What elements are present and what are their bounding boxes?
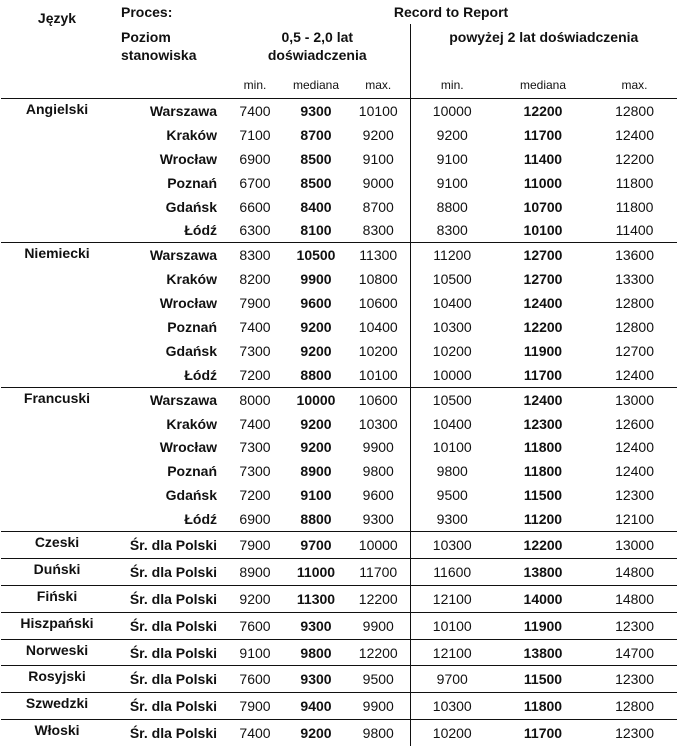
median-cell: 11400 (494, 147, 592, 171)
experience-group-junior (225, 24, 410, 72)
language-cell: Czeski (1, 532, 113, 559)
location-cell: Warszawa (113, 387, 225, 411)
location-cell: Poznań (113, 315, 225, 339)
max-cell: 9800 (347, 459, 410, 483)
table-row (1, 532, 677, 559)
location-cell: Łódź (113, 363, 225, 387)
min-cell: 7600 (225, 666, 285, 693)
median-cell: 10100 (494, 218, 592, 242)
min-cell: 7200 (225, 483, 285, 507)
max-cell: 10100 (347, 363, 410, 387)
max-cell: 12200 (347, 639, 410, 666)
median-cell: 11200 (494, 507, 592, 531)
max-cell: 9100 (347, 147, 410, 171)
location-cell: Śr. dla Polski (113, 558, 225, 585)
min-cell: 11200 (410, 243, 494, 267)
location-cell: Łódź (113, 507, 225, 531)
max-cell: 8700 (347, 195, 410, 219)
location-cell: Kraków (113, 123, 225, 147)
median-cell: 9300 (285, 99, 347, 123)
min-cell: 6900 (225, 507, 285, 531)
median-cell: 8900 (285, 459, 347, 483)
min-cell: 11600 (410, 558, 494, 585)
median-cell: 12200 (494, 532, 592, 559)
location-cell: Poznań (113, 459, 225, 483)
table-row (1, 243, 677, 267)
median-cell: 13800 (494, 558, 592, 585)
max-cell: 10400 (347, 315, 410, 339)
location-cell: Śr. dla Polski (113, 693, 225, 720)
median-cell: 8700 (285, 123, 347, 147)
language-cell: Angielski (1, 99, 113, 243)
location-cell: Warszawa (113, 243, 225, 267)
min-cell: 7400 (225, 412, 285, 436)
max-cell: 11700 (347, 558, 410, 585)
location-cell: Gdańsk (113, 195, 225, 219)
max-cell: 10300 (347, 412, 410, 436)
max-cell: 12800 (592, 315, 677, 339)
median-cell: 12700 (494, 267, 592, 291)
min-cell: 7400 (225, 99, 285, 123)
min-cell: 12100 (410, 585, 494, 612)
max-cell: 14800 (592, 585, 677, 612)
median-cell: 14000 (494, 585, 592, 612)
median-cell: 9200 (285, 412, 347, 436)
location-cell: Śr. dla Polski (113, 720, 225, 746)
experience-group-senior: powyżej 2 lat doświadczenia (410, 24, 677, 72)
table-row (1, 99, 677, 123)
col-header-median: mediana (494, 72, 592, 99)
max-cell: 12200 (592, 147, 677, 171)
max-cell: 9900 (347, 435, 410, 459)
location-cell: Wrocław (113, 147, 225, 171)
max-cell: 12300 (592, 720, 677, 746)
min-cell: 7100 (225, 123, 285, 147)
max-cell: 14800 (592, 558, 677, 585)
min-cell: 8800 (410, 195, 494, 219)
experience-group-junior-line2: doświadczenia (268, 47, 367, 63)
min-cell: 8300 (410, 218, 494, 242)
median-cell: 9200 (285, 339, 347, 363)
max-cell: 9600 (347, 483, 410, 507)
min-cell: 9700 (410, 666, 494, 693)
max-cell: 11400 (592, 218, 677, 242)
process-label: Proces: (113, 0, 225, 24)
max-cell: 9300 (347, 507, 410, 531)
salary-table (1, 0, 677, 746)
table-row (1, 558, 677, 585)
median-cell: 11500 (494, 483, 592, 507)
median-cell: 11700 (494, 123, 592, 147)
median-cell: 8500 (285, 171, 347, 195)
min-cell: 10300 (410, 532, 494, 559)
min-cell: 10500 (410, 267, 494, 291)
table-row (1, 720, 677, 746)
min-cell: 7900 (225, 291, 285, 315)
median-cell: 11700 (494, 363, 592, 387)
max-cell: 8300 (347, 218, 410, 242)
median-cell: 9800 (285, 639, 347, 666)
level-header (113, 24, 225, 99)
max-cell: 12200 (347, 585, 410, 612)
max-cell: 9800 (347, 720, 410, 746)
median-cell: 13800 (494, 639, 592, 666)
table-row (1, 612, 677, 639)
max-cell: 12300 (592, 612, 677, 639)
language-cell: Niemiecki (1, 243, 113, 387)
location-cell: Kraków (113, 412, 225, 436)
median-cell: 11000 (494, 171, 592, 195)
max-cell: 11800 (592, 195, 677, 219)
max-cell: 11800 (592, 171, 677, 195)
max-cell: 12800 (592, 693, 677, 720)
median-cell: 12700 (494, 243, 592, 267)
min-cell: 8300 (225, 243, 285, 267)
median-cell: 9100 (285, 483, 347, 507)
max-cell: 13300 (592, 267, 677, 291)
min-cell: 9100 (410, 171, 494, 195)
median-cell: 8500 (285, 147, 347, 171)
median-cell: 11300 (285, 585, 347, 612)
max-cell: 12400 (592, 435, 677, 459)
min-cell: 10200 (410, 339, 494, 363)
min-cell: 9800 (410, 459, 494, 483)
max-cell: 9200 (347, 123, 410, 147)
min-cell: 6900 (225, 147, 285, 171)
col-header-min: min. (410, 72, 494, 99)
min-cell: 12100 (410, 639, 494, 666)
max-cell: 13600 (592, 243, 677, 267)
min-cell: 6600 (225, 195, 285, 219)
min-cell: 10100 (410, 612, 494, 639)
language-header: Język (1, 0, 113, 99)
col-header-median: mediana (285, 72, 347, 99)
median-cell: 11000 (285, 558, 347, 585)
median-cell: 9200 (285, 435, 347, 459)
max-cell: 12300 (592, 483, 677, 507)
min-cell: 10400 (410, 412, 494, 436)
language-cell: Hiszpański (1, 612, 113, 639)
language-cell: Fiński (1, 585, 113, 612)
location-cell: Kraków (113, 267, 225, 291)
max-cell: 12400 (592, 459, 677, 483)
max-cell: 14700 (592, 639, 677, 666)
min-cell: 6300 (225, 218, 285, 242)
min-cell: 7600 (225, 612, 285, 639)
language-cell: Szwedzki (1, 693, 113, 720)
median-cell: 11500 (494, 666, 592, 693)
min-cell: 7400 (225, 720, 285, 746)
min-cell: 9300 (410, 507, 494, 531)
max-cell: 9900 (347, 612, 410, 639)
min-cell: 7300 (225, 339, 285, 363)
min-cell: 7300 (225, 435, 285, 459)
median-cell: 9900 (285, 267, 347, 291)
location-cell: Łódź (113, 218, 225, 242)
median-cell: 10500 (285, 243, 347, 267)
max-cell: 10100 (347, 99, 410, 123)
median-cell: 12400 (494, 387, 592, 411)
min-cell: 6700 (225, 171, 285, 195)
min-cell: 8000 (225, 387, 285, 411)
min-cell: 10100 (410, 435, 494, 459)
max-cell: 13000 (592, 387, 677, 411)
min-cell: 8200 (225, 267, 285, 291)
language-cell: Francuski (1, 387, 113, 531)
max-cell: 12300 (592, 666, 677, 693)
max-cell: 10800 (347, 267, 410, 291)
process-title: Record to Report (225, 0, 677, 24)
median-cell: 11800 (494, 435, 592, 459)
table-row (1, 666, 677, 693)
language-cell: Rosyjski (1, 666, 113, 693)
min-cell: 10200 (410, 720, 494, 746)
location-cell: Warszawa (113, 99, 225, 123)
median-cell: 8800 (285, 507, 347, 531)
language-cell: Duński (1, 558, 113, 585)
level-header-line2: stanowiska (121, 47, 196, 63)
max-cell: 12700 (592, 339, 677, 363)
location-cell: Wrocław (113, 291, 225, 315)
table-row (1, 585, 677, 612)
median-cell: 11800 (494, 693, 592, 720)
location-cell: Gdańsk (113, 339, 225, 363)
min-cell: 7900 (225, 532, 285, 559)
median-cell: 11900 (494, 339, 592, 363)
median-cell: 12200 (494, 315, 592, 339)
min-cell: 7900 (225, 693, 285, 720)
median-cell: 8400 (285, 195, 347, 219)
median-cell: 9200 (285, 315, 347, 339)
median-cell: 9200 (285, 720, 347, 746)
table-row (1, 387, 677, 411)
median-cell: 9600 (285, 291, 347, 315)
table-row (1, 693, 677, 720)
median-cell: 12300 (494, 412, 592, 436)
location-cell: Śr. dla Polski (113, 666, 225, 693)
median-cell: 10700 (494, 195, 592, 219)
location-cell: Śr. dla Polski (113, 612, 225, 639)
min-cell: 9200 (410, 123, 494, 147)
location-cell: Poznań (113, 171, 225, 195)
median-cell: 12200 (494, 99, 592, 123)
median-cell: 8800 (285, 363, 347, 387)
table-row (1, 639, 677, 666)
location-cell: Śr. dla Polski (113, 585, 225, 612)
median-cell: 11700 (494, 720, 592, 746)
min-cell: 7400 (225, 315, 285, 339)
min-cell: 9200 (225, 585, 285, 612)
language-cell: Norweski (1, 639, 113, 666)
max-cell: 10600 (347, 387, 410, 411)
min-cell: 10400 (410, 291, 494, 315)
location-cell: Gdańsk (113, 483, 225, 507)
col-header-max: max. (592, 72, 677, 99)
median-cell: 9300 (285, 612, 347, 639)
table-body (1, 99, 677, 746)
median-cell: 11800 (494, 459, 592, 483)
min-cell: 10000 (410, 363, 494, 387)
max-cell: 12400 (592, 123, 677, 147)
min-cell: 7300 (225, 459, 285, 483)
max-cell: 12800 (592, 291, 677, 315)
min-cell: 9100 (225, 639, 285, 666)
max-cell: 12600 (592, 412, 677, 436)
col-header-max: max. (347, 72, 410, 99)
median-cell: 8100 (285, 218, 347, 242)
min-cell: 10000 (410, 99, 494, 123)
min-cell: 8900 (225, 558, 285, 585)
location-cell: Śr. dla Polski (113, 639, 225, 666)
median-cell: 9700 (285, 532, 347, 559)
level-header-line1: Poziom (121, 29, 171, 45)
max-cell: 9900 (347, 693, 410, 720)
min-cell: 10500 (410, 387, 494, 411)
median-cell: 9300 (285, 666, 347, 693)
min-cell: 10300 (410, 315, 494, 339)
max-cell: 9500 (347, 666, 410, 693)
min-cell: 10300 (410, 693, 494, 720)
min-cell: 9100 (410, 147, 494, 171)
median-cell: 10000 (285, 387, 347, 411)
location-cell: Wrocław (113, 435, 225, 459)
max-cell: 12100 (592, 507, 677, 531)
max-cell: 13000 (592, 532, 677, 559)
max-cell: 12800 (592, 99, 677, 123)
max-cell: 9000 (347, 171, 410, 195)
min-cell: 9500 (410, 483, 494, 507)
median-cell: 11900 (494, 612, 592, 639)
location-cell: Śr. dla Polski (113, 532, 225, 559)
median-cell: 9400 (285, 693, 347, 720)
max-cell: 10600 (347, 291, 410, 315)
language-cell: Włoski (1, 720, 113, 746)
max-cell: 11300 (347, 243, 410, 267)
max-cell: 10000 (347, 532, 410, 559)
max-cell: 12400 (592, 363, 677, 387)
experience-group-junior-line1: 0,5 - 2,0 lat (281, 29, 353, 45)
median-cell: 12400 (494, 291, 592, 315)
min-cell: 7200 (225, 363, 285, 387)
max-cell: 10200 (347, 339, 410, 363)
col-header-min: min. (225, 72, 285, 99)
